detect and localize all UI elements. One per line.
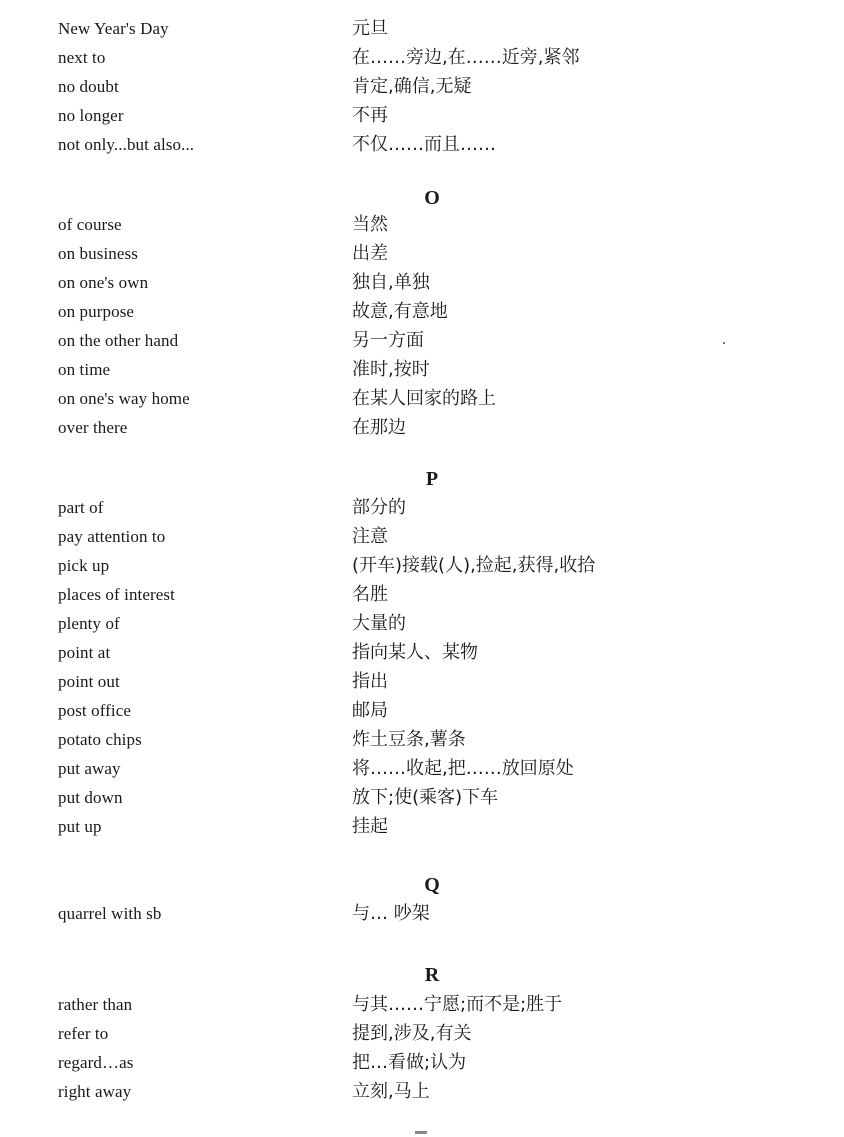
vocab-entry bbox=[0, 696, 844, 725]
chinese-meaning: 把…看做;认为 bbox=[352, 1052, 467, 1073]
english-phrase: on purpose bbox=[58, 302, 135, 321]
vocab-entry bbox=[0, 268, 844, 297]
english-phrase: on one's own bbox=[58, 273, 149, 292]
vocab-entry bbox=[0, 297, 844, 326]
english-phrase: right away bbox=[58, 1082, 132, 1101]
chinese-meaning: 独自,单独 bbox=[352, 272, 430, 293]
chinese-meaning: 立刻,马上 bbox=[352, 1081, 430, 1102]
vocab-entry bbox=[0, 551, 844, 580]
chinese-meaning: 肯定,确信,无疑 bbox=[352, 76, 472, 97]
vocab-entry bbox=[0, 210, 844, 239]
chinese-meaning: 挂起 bbox=[352, 816, 388, 837]
chinese-meaning: (开车)接载(人),捡起,获得,收拾 bbox=[352, 555, 596, 576]
vocab-entry bbox=[0, 413, 844, 442]
chinese-meaning: 指出 bbox=[352, 671, 388, 692]
vocab-entry bbox=[0, 725, 844, 754]
chinese-meaning: 指向某人、某物 bbox=[352, 642, 478, 663]
chinese-meaning: 大量的 bbox=[352, 613, 406, 634]
chinese-meaning: 另一方面 bbox=[352, 330, 424, 351]
english-phrase: put up bbox=[58, 817, 102, 836]
english-phrase: over there bbox=[58, 418, 128, 437]
english-phrase: not only...but also... bbox=[58, 135, 195, 154]
english-phrase: places of interest bbox=[58, 585, 175, 604]
english-phrase: on business bbox=[58, 244, 138, 263]
section-letter-heading: Q bbox=[424, 874, 440, 896]
page-bottom-mark bbox=[415, 1131, 427, 1134]
english-phrase: no longer bbox=[58, 106, 124, 125]
english-phrase: post office bbox=[58, 701, 132, 720]
chinese-meaning: 放下;使(乘客)下车 bbox=[352, 787, 499, 808]
vocab-entry bbox=[0, 667, 844, 696]
vocab-entry bbox=[0, 239, 844, 268]
vocab-entry bbox=[0, 609, 844, 638]
chinese-meaning: 故意,有意地 bbox=[352, 301, 448, 322]
vocab-entry bbox=[0, 14, 844, 43]
scan-speck bbox=[723, 342, 725, 344]
vocab-entry bbox=[0, 812, 844, 841]
chinese-meaning: 在某人回家的路上 bbox=[352, 388, 496, 409]
chinese-meaning: 注意 bbox=[352, 526, 388, 547]
chinese-meaning: 准时,按时 bbox=[352, 359, 430, 380]
vocab-entry bbox=[0, 384, 844, 413]
english-phrase: quarrel with sb bbox=[58, 904, 162, 923]
section-letter-heading: R bbox=[424, 964, 440, 986]
english-phrase: point out bbox=[58, 672, 120, 691]
vocab-entry bbox=[0, 1048, 844, 1077]
chinese-meaning: 不再 bbox=[352, 105, 388, 126]
chinese-meaning: 部分的 bbox=[352, 497, 406, 518]
vocab-entry bbox=[0, 754, 844, 783]
english-phrase: put down bbox=[58, 788, 123, 807]
english-phrase: pick up bbox=[58, 556, 110, 575]
vocab-entry bbox=[0, 72, 844, 101]
vocab-entry bbox=[0, 990, 844, 1019]
section-letter-heading: P bbox=[425, 468, 439, 490]
vocab-entry bbox=[0, 580, 844, 609]
english-phrase: rather than bbox=[58, 995, 133, 1014]
english-phrase: next to bbox=[58, 48, 106, 67]
vocab-entry bbox=[0, 326, 844, 355]
chinese-meaning: 邮局 bbox=[352, 700, 388, 721]
english-phrase: plenty of bbox=[58, 614, 120, 633]
english-phrase: regard…as bbox=[58, 1053, 134, 1072]
section-letter-heading: O bbox=[424, 187, 440, 209]
english-phrase: on time bbox=[58, 360, 111, 379]
vocab-entry bbox=[0, 493, 844, 522]
chinese-meaning: 在那边 bbox=[352, 417, 406, 438]
chinese-meaning: 不仅……而且…… bbox=[352, 134, 496, 155]
english-phrase: put away bbox=[58, 759, 121, 778]
english-phrase: of course bbox=[58, 215, 122, 234]
english-phrase: on the other hand bbox=[58, 331, 179, 350]
vocab-entry bbox=[0, 522, 844, 551]
vocab-entry bbox=[0, 1019, 844, 1048]
vocab-entry bbox=[0, 101, 844, 130]
chinese-meaning: 在……旁边,在……近旁,紧邻 bbox=[352, 47, 580, 68]
vocab-entry bbox=[0, 783, 844, 812]
vocab-entry bbox=[0, 1077, 844, 1106]
english-phrase: potato chips bbox=[58, 730, 142, 749]
chinese-meaning: 当然 bbox=[352, 214, 388, 235]
english-phrase: point at bbox=[58, 643, 111, 662]
english-phrase: on one's way home bbox=[58, 389, 190, 408]
chinese-meaning: 将……收起,把……放回原处 bbox=[352, 758, 574, 779]
vocab-entry bbox=[0, 899, 844, 928]
english-phrase: New Year's Day bbox=[58, 19, 169, 38]
vocab-entry bbox=[0, 130, 844, 159]
chinese-meaning: 提到,涉及,有关 bbox=[352, 1023, 472, 1044]
english-phrase: pay attention to bbox=[58, 527, 166, 546]
vocab-entry bbox=[0, 638, 844, 667]
chinese-meaning: 元旦 bbox=[352, 18, 388, 39]
vocab-entry bbox=[0, 355, 844, 384]
english-phrase: refer to bbox=[58, 1024, 109, 1043]
english-phrase: part of bbox=[58, 498, 104, 517]
chinese-meaning: 与… 吵架 bbox=[352, 903, 430, 924]
chinese-meaning: 与其……宁愿;而不是;胜于 bbox=[352, 994, 563, 1015]
english-phrase: no doubt bbox=[58, 77, 119, 96]
vocab-entry bbox=[0, 43, 844, 72]
chinese-meaning: 炸土豆条,薯条 bbox=[352, 729, 466, 750]
chinese-meaning: 名胜 bbox=[352, 584, 388, 605]
chinese-meaning: 出差 bbox=[352, 243, 388, 264]
